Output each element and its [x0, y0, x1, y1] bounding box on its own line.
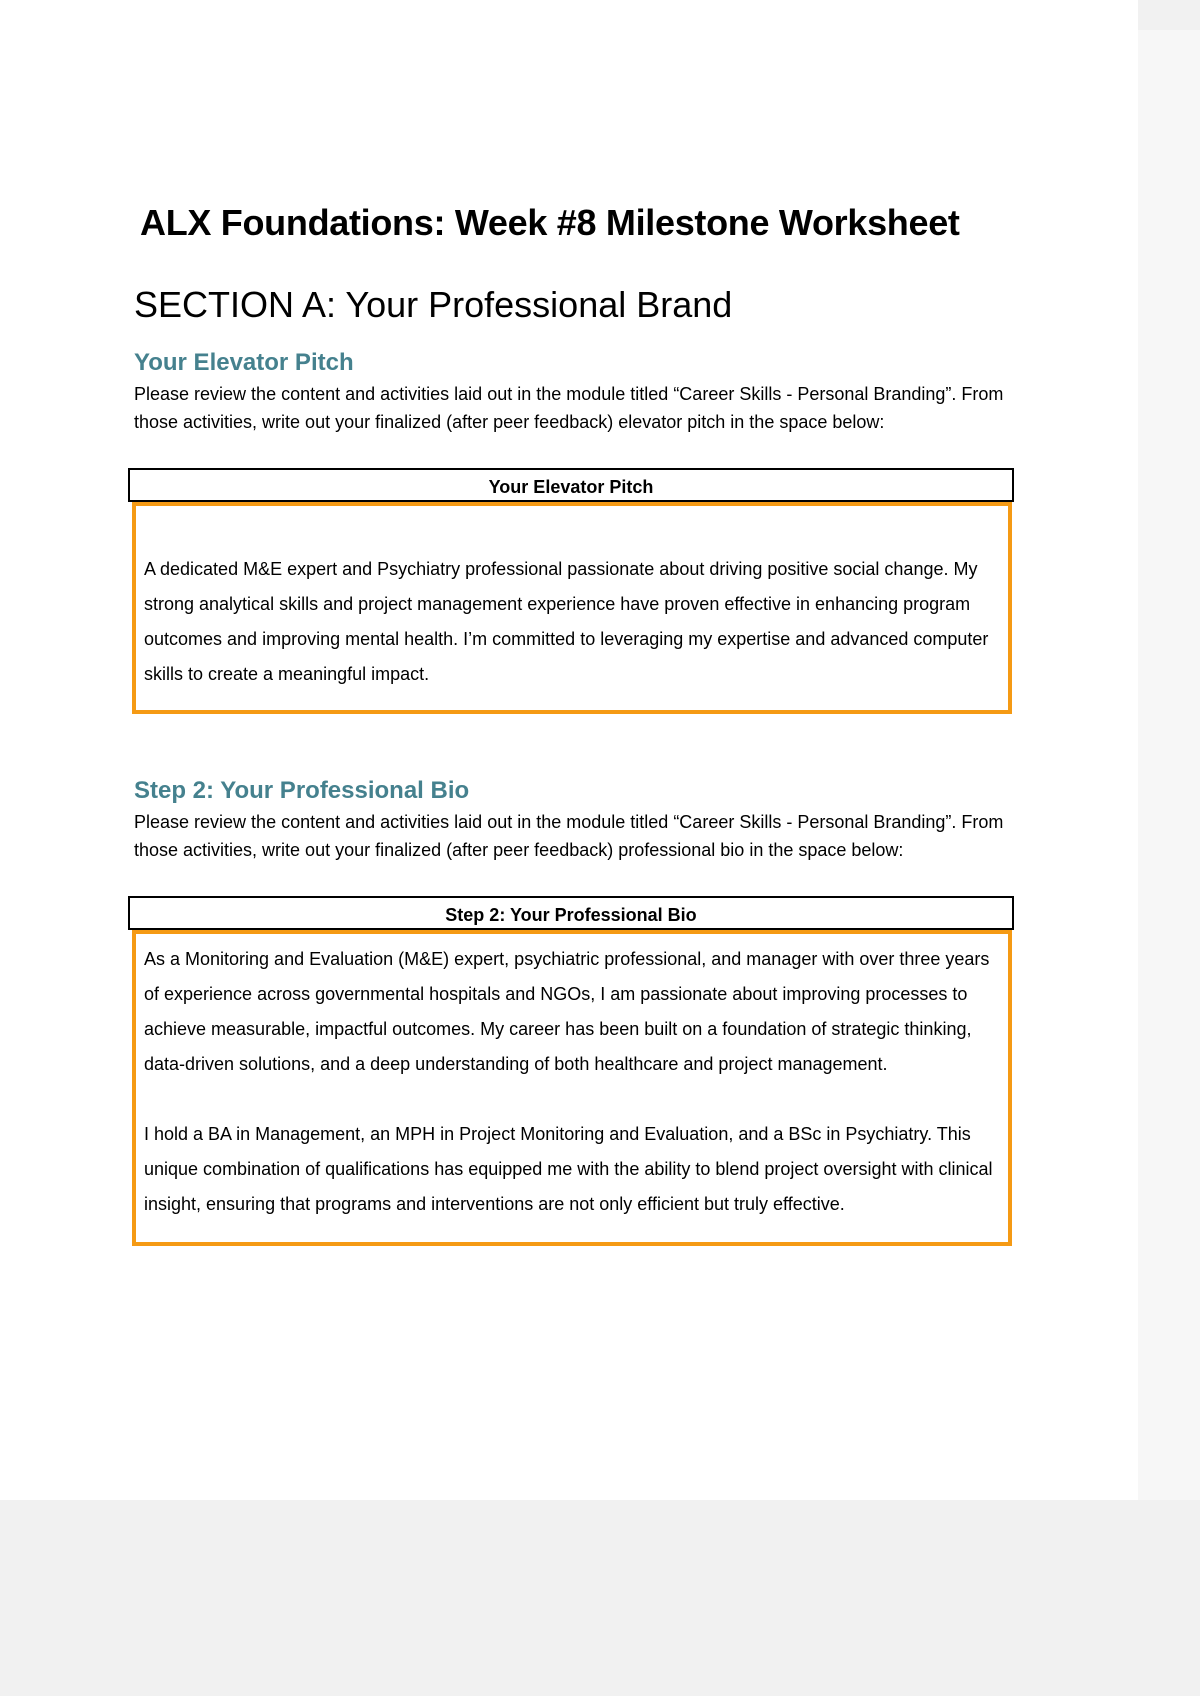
elevator-pitch-answer-field[interactable] [132, 502, 1012, 714]
document-content [134, 200, 1014, 1246]
elevator-pitch-box-header: Your Elevator Pitch [128, 468, 1014, 502]
elevator-pitch-box [128, 468, 1014, 714]
elevator-pitch-answer-text: A dedicated M&E expert and Psychiatry professional passionate about driving positive social change. My strong analytical skills and project management experience have proven effective in enhancing program outcomes and improving mental health. I’m committed to leveraging my expertise and advanced computer skills to create a meaningful impact. [144, 559, 989, 684]
professional-bio-instructions: Please review the content and activities laid out in the module titled “Career Skills - Personal Branding”. From those activities, write out your finalized (after peer feedback) professional bio in the space below: [134, 812, 1004, 860]
professional-bio-paragraph: As a Monitoring and Evaluation (M&E) expert, psychiatric professional, and manager with over three years of experience across governmental hospitals and NGOs, I am passionate about improving processes to achieve measurable, impactful outcomes. My career has been built on a foundation of strategic thinking, data-driven solutions, and a deep understanding of both healthcare and project management. [144, 949, 990, 1074]
elevator-pitch-instructions: Please review the content and activities laid out in the module titled “Career Skills - Personal Branding”. From those activities, write out your finalized (after peer feedback) elevator pitch in the space below: [134, 384, 1004, 432]
document-title: ALX Foundations: Week #8 Milestone Worksheet [140, 202, 960, 243]
professional-bio-answer-field[interactable] [132, 930, 1012, 1246]
professional-bio-box [128, 896, 1014, 1246]
page-side-margin [1138, 30, 1200, 1500]
section-title: SECTION A: Your Professional Brand [134, 284, 733, 325]
elevator-pitch-heading: Your Elevator Pitch [134, 349, 354, 376]
professional-bio-paragraph: I hold a BA in Management, an MPH in Project Monitoring and Evaluation, and a BSc in Psychiatry. This unique combination of qualifications has equipped me with the ability to blend project oversight with clinical insight, ensuring that programs and interventions are not only efficient but truly effective. [144, 1124, 993, 1214]
professional-bio-box-header: Step 2: Your Professional Bio [128, 896, 1014, 930]
professional-bio-heading: Step 2: Your Professional Bio [134, 777, 470, 804]
